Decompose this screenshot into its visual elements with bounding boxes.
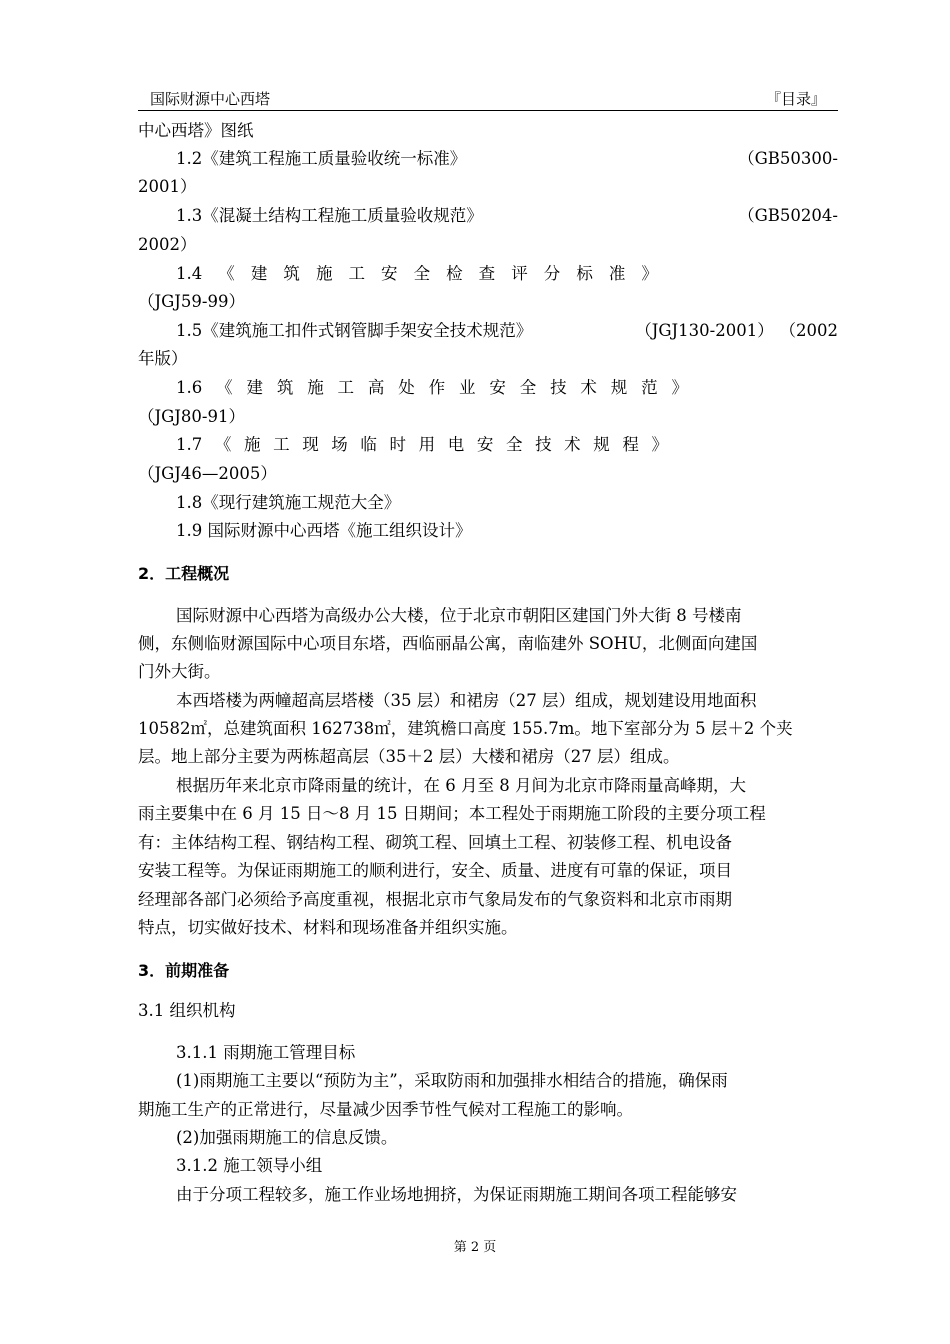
ref-title-char: 程 <box>622 435 639 454</box>
ref-title-char: 《 <box>214 435 232 454</box>
ref-item-spread <box>138 375 838 401</box>
paragraph-line: 由于分项工程较多，施工作业场地拥挤，为保证雨期施工期间各项工程能够安 <box>176 1185 737 1204</box>
paragraph-line: (1)雨期施工主要以“预防为主”，采取防雨和加强排水相结合的措施，确保雨 <box>176 1071 728 1090</box>
ref-code: （GB50300- <box>738 149 838 168</box>
ref-title-char: 》 <box>641 264 658 283</box>
ref-title-char: 术 <box>580 378 597 397</box>
ref-title: 1.2《建筑工程施工质量验收统一标准》 <box>176 149 467 168</box>
ref-title-char: 工 <box>273 435 290 454</box>
ref-code: （JGJ130-2001） <box>635 321 774 340</box>
ref-title-char: 规 <box>593 435 610 454</box>
ref-item <box>138 203 838 229</box>
paragraph-line: (2)加强雨期施工的信息反馈。 <box>176 1128 398 1147</box>
paragraph-line: 10582㎡，总建筑面积 162738㎡，建筑檐口高度 155.7m。地下室部分为 5 层＋2 个夹 <box>138 719 793 738</box>
ref-title-char: 范 <box>641 378 658 397</box>
paragraph-line: 雨主要集中在 6 月 15 日～8 月 15 日期间；本工程处于雨期施工阶段的主要分项工程 <box>138 804 766 823</box>
ref-title-char: 时 <box>389 435 407 454</box>
paragraph-line: 特点，切实做好技术、材料和现场准备并组织实施。 <box>138 918 518 937</box>
ref-title-char: 术 <box>564 435 581 454</box>
ref-title-char: 安 <box>476 435 494 454</box>
subsubsection-heading: 3.1.2 施工领导小组 <box>176 1156 323 1175</box>
ref-title-char: 标 <box>576 264 593 283</box>
paragraph-line: 门外大街。 <box>138 662 221 681</box>
page-number: 第 2 页 <box>453 1240 497 1255</box>
ref-title-char: 安 <box>489 378 506 397</box>
ref-title-char: 工 <box>348 264 365 283</box>
ref-title-char: 1.7 <box>176 435 203 454</box>
ref-title-char: 查 <box>478 264 496 283</box>
paragraph-line: 层。地上部分主要为两栋超高层（35＋2 层）大楼和裙房（27 层）组成。 <box>138 747 680 766</box>
ref-title-char: 处 <box>398 378 415 397</box>
ref-title-char: 作 <box>428 378 446 397</box>
ref-title-char: 分 <box>543 264 561 283</box>
ref-title: 1.3《混凝土结构工程施工质量验收规范》 <box>176 206 483 225</box>
ref-title-char: 工 <box>337 378 355 397</box>
ref-title: 1.5《建筑施工扣件式钢管脚手架安全技术规范》 <box>176 321 533 340</box>
ref-title-char: 电 <box>447 435 465 454</box>
ref-year: （2002 <box>787 321 838 340</box>
ref-title-char: 用 <box>418 435 436 454</box>
ref-line: （JGJ80-91） <box>138 407 245 426</box>
paragraph-line: 国际财源中心西塔为高级办公大楼，位于北京市朝阳区建国门外大街 8 号楼南 <box>176 606 742 625</box>
subsection-heading: 3.1 组织机构 <box>138 1001 236 1020</box>
ref-title-char: 》 <box>671 378 688 397</box>
header-toc-link[interactable]: 『目录』 <box>765 90 826 108</box>
ref-title-char: 施 <box>307 378 324 397</box>
ref-title-char: 1.6 <box>176 378 203 397</box>
ref-title-char: 准 <box>608 264 626 283</box>
subsubsection-heading: 3.1.1 雨期施工管理目标 <box>176 1043 356 1062</box>
ref-item-spread <box>138 432 838 458</box>
ref-title-char: 施 <box>243 435 261 454</box>
ref-item: 1.8《现行建筑施工规范大全》 <box>176 493 401 512</box>
ref-item-spread <box>138 261 838 287</box>
ref-title-char: 技 <box>535 435 552 454</box>
ref-title-char: 临 <box>360 435 377 454</box>
ref-title-char: 建 <box>246 378 263 397</box>
paragraph-line: 经理部各部门必须给予高度重视，根据北京市气象局发布的气象资料和北京市雨期 <box>138 890 732 909</box>
ref-item <box>138 146 838 172</box>
ref-title-char: 安 <box>381 264 398 283</box>
paragraph-line: 期施工生产的正常进行，尽量减少因季节性气候对工程施工的影响。 <box>138 1100 633 1119</box>
ref-title-char: 场 <box>331 435 348 454</box>
ref-title-char: 全 <box>505 435 523 454</box>
paragraph-line: 侧，东侧临财源国际中心项目东塔，西临丽晶公寓，南临建外 SOHU，北侧面向建国 <box>138 634 758 653</box>
ref-line: （JGJ59-99） <box>138 292 245 311</box>
header-title: 国际财源中心西塔 <box>150 90 271 108</box>
ref-title-char: 1.4 <box>176 264 203 283</box>
ref-title-char: 建 <box>250 264 268 283</box>
ref-line: 中心西塔》图纸 <box>138 121 254 140</box>
ref-title-char: 全 <box>519 378 537 397</box>
paragraph-line: 有：主体结构工程、钢结构工程、砌筑工程、回填土工程、初装修工程、机电设备 <box>138 833 732 852</box>
ref-title-char: 现 <box>302 435 319 454</box>
ref-line: 2002） <box>138 235 197 254</box>
ref-title-char: 技 <box>550 378 567 397</box>
ref-title-char: 筑 <box>283 264 300 283</box>
ref-title-char: 检 <box>446 264 463 283</box>
ref-line: 年版） <box>138 349 188 368</box>
ref-title-char: 高 <box>367 378 385 397</box>
paragraph-line: 安装工程等。为保证雨期施工的顺利进行，安全、质量、进度有可靠的保证，项目 <box>138 861 732 880</box>
ref-title-char: 施 <box>315 264 333 283</box>
page-header <box>138 88 838 111</box>
ref-line: 2001） <box>138 177 197 196</box>
section-heading: 2．工程概况 <box>138 564 230 583</box>
ref-line: （JGJ46—2005） <box>138 464 277 483</box>
ref-title-char: 业 <box>458 378 476 397</box>
ref-item <box>138 318 838 344</box>
ref-title-char: 评 <box>511 264 528 283</box>
paragraph-line: 本西塔楼为两幢超高层塔楼（35 层）和裙房（27 层）组成，规划建设用地面积 <box>176 691 757 710</box>
paragraph-line: 根据历年来北京市降雨量的统计，在 6 月至 8 月间为北京市降雨量高峰期，大 <box>176 776 746 795</box>
ref-item: 1.9 国际财源中心西塔《施工组织设计》 <box>176 521 472 540</box>
ref-title-char: 全 <box>413 264 431 283</box>
ref-title-char: 筑 <box>276 378 294 397</box>
ref-code: （GB50204- <box>738 206 838 225</box>
ref-title-char: 规 <box>610 378 628 397</box>
section-heading: 3．前期准备 <box>138 961 230 980</box>
ref-title-char: 》 <box>651 435 668 454</box>
ref-title-char: 《 <box>216 378 233 397</box>
ref-title-char: 《 <box>218 264 235 283</box>
